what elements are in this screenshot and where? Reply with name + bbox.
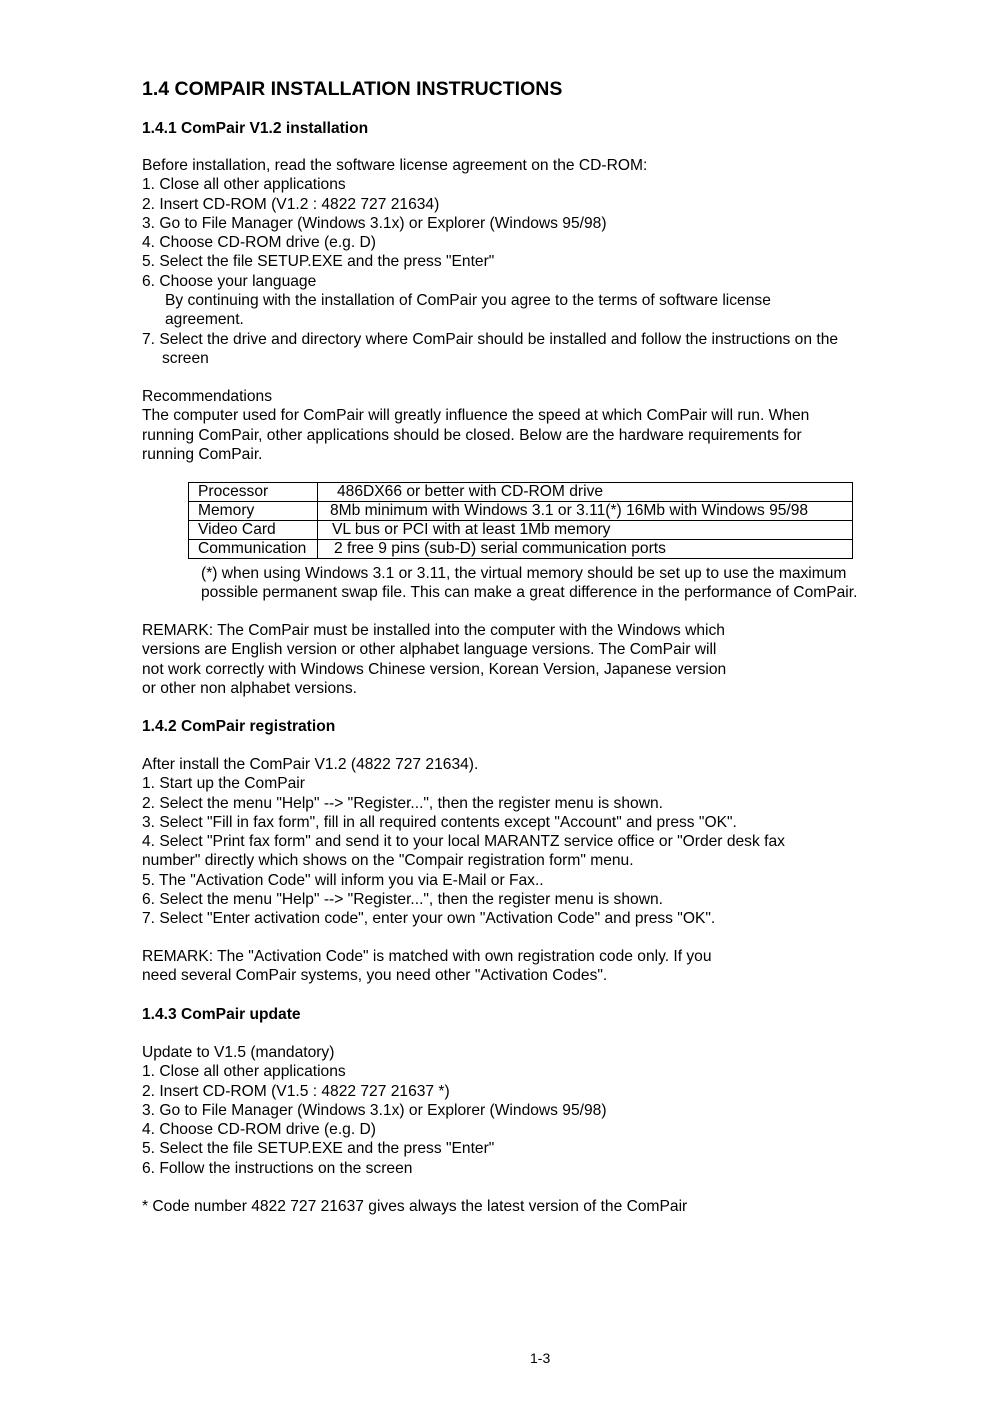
remark-activation [142, 947, 922, 986]
text-line: REMARK: The ComPair must be installed into the computer with the Windows which [142, 622, 725, 639]
text-line: 7. Select the drive and directory where ComPair should be installed and follow the instructions on the [142, 330, 839, 348]
registration-steps [142, 755, 922, 929]
text-line: 5. Select the file SETUP.EXE and the press "Enter" [142, 1140, 495, 1158]
text-line: agreement. [165, 311, 244, 329]
recommendations [142, 387, 922, 464]
text-line: 2. Select the menu "Help" --> "Register...", then the register menu is shown. [142, 794, 663, 812]
text-line: or other non alphabet versions. [142, 679, 357, 697]
table-row [189, 483, 853, 502]
table-row [189, 521, 853, 540]
table-cell: 8Mb minimum with Windows 3.1 or 3.11(*) 16Mb with Windows 95/98 [318, 502, 853, 521]
text-line: running ComPair. [142, 445, 263, 463]
text-line: 5. Select the file SETUP.EXE and the press "Enter" [142, 253, 495, 271]
section-heading-installation: 1.4.1 ComPair V1.2 installation [142, 120, 369, 137]
text-line: 3. Select "Fill in fax form", fill in all required contents except "Account" and press "OK". [142, 813, 737, 831]
text-line: The computer used for ComPair will greatly influence the speed at which ComPair will run. When [142, 407, 810, 425]
installation-steps [142, 156, 922, 368]
text-line: 3. Go to File Manager (Windows 3.1x) or Explorer (Windows 95/98) [142, 214, 607, 232]
text-line: 6. Choose your language [142, 272, 317, 290]
text-line: 7. Select "Enter activation code", enter your own "Activation Code" and press "OK". [142, 910, 716, 928]
text-line: 6. Select the menu "Help" --> "Register...", then the register menu is shown. [142, 891, 663, 909]
text-line: 3. Go to File Manager (Windows 3.1x) or Explorer (Windows 95/98) [142, 1101, 607, 1119]
text-line: By continuing with the installation of ComPair you agree to the terms of software license [165, 292, 771, 310]
text-line: need several ComPair systems, you need other "Activation Codes". [142, 967, 608, 985]
section-heading-registration: 1.4.2 ComPair registration [142, 718, 336, 735]
text-line: 5. The "Activation Code" will inform you via E-Mail or Fax.. [142, 871, 544, 889]
text-line: Update to V1.5 (mandatory) [142, 1044, 335, 1061]
text-line: 2. Insert CD-ROM (V1.2 : 4822 727 21634) [142, 195, 440, 213]
text-line: 1. Close all other applications [142, 176, 346, 194]
text-line: number" directly which shows on the "Compair registration form" menu. [142, 852, 634, 870]
text-line: 4. Select "Print fax form" and send it to your local MARANTZ service office or "Order desk fax [142, 833, 785, 851]
text-line: 2. Insert CD-ROM (V1.5 : 4822 727 21637 *) [142, 1082, 450, 1100]
text-line: (*) when using Windows 3.1 or 3.11, the virtual memory should be set up to use the maximum [201, 565, 847, 582]
text-line: 1. Start up the ComPair [142, 775, 305, 793]
text-line: running ComPair, other applications should be closed. Below are the hardware requirements for [142, 426, 802, 444]
table-cell: 2 free 9 pins (sub-D) serial communication ports [318, 540, 853, 559]
text-line: 4. Choose CD-ROM drive (e.g. D) [142, 1121, 376, 1139]
page-number: 1-3 [530, 1350, 551, 1366]
table-cell: VL bus or PCI with at least 1Mb memory [318, 521, 853, 540]
table-cell: Memory [189, 502, 318, 521]
code-number-note: * Code number 4822 727 21637 gives always the latest version of the ComPair [142, 1198, 688, 1215]
page-title: 1.4 COMPAIR INSTALLATION INSTRUCTIONS [142, 78, 563, 100]
text-line: 6. Follow the instructions on the screen [142, 1159, 413, 1177]
text-line: Before installation, read the software license agreement on the CD-ROM: [142, 157, 648, 174]
table-cell: Communication [189, 540, 318, 559]
text-line: possible permanent swap file. This can make a great difference in the performance of ComPair. [201, 584, 858, 602]
update-steps [142, 1043, 922, 1178]
table-cell: Video Card [189, 521, 318, 540]
text-line: 4. Choose CD-ROM drive (e.g. D) [142, 234, 376, 252]
text-line: versions are English version or other alphabet language versions. The ComPair will [142, 641, 717, 659]
text-line: 1. Close all other applications [142, 1063, 346, 1081]
hardware-requirements-table [188, 482, 853, 559]
table-row [189, 502, 853, 521]
table-cell: 486DX66 or better with CD-ROM drive [318, 483, 853, 502]
text-line: screen [162, 349, 209, 367]
table-cell: Processor [189, 483, 318, 502]
text-line: Recommendations [142, 388, 273, 405]
remark-windows [142, 621, 922, 698]
text-line: After install the ComPair V1.2 (4822 727 21634). [142, 756, 479, 773]
section-heading-update: 1.4.3 ComPair update [142, 1006, 301, 1023]
text-line: REMARK: The "Activation Code" is matched with own registration code only. If you [142, 948, 712, 965]
table-row [189, 540, 853, 559]
table-footnote [201, 564, 857, 603]
text-line: not work correctly with Windows Chinese version, Korean Version, Japanese version [142, 660, 727, 678]
